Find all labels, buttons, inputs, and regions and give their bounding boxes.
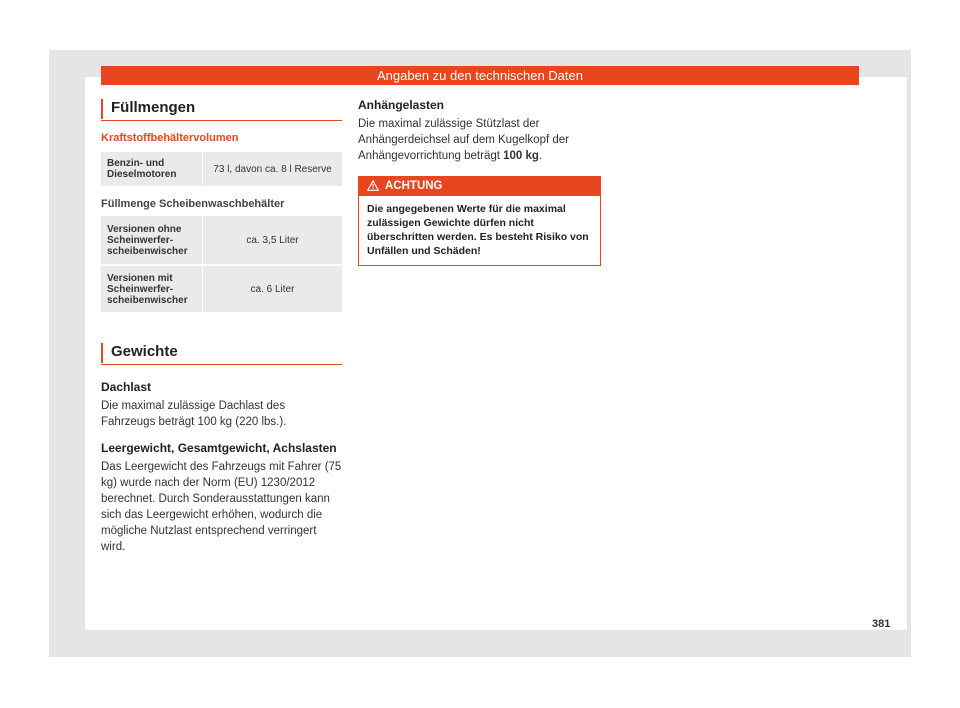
anhaengelasten-heading: Anhängelasten (358, 98, 445, 112)
dachlast-heading: Dachlast (101, 380, 152, 394)
table-value: ca. 3,5 Liter (246, 234, 299, 246)
anhaengelasten-suffix: . (538, 150, 543, 162)
warning-title: ACHTUNG (385, 180, 443, 192)
right-column (358, 98, 601, 266)
warning-header (359, 177, 600, 196)
anhaengelasten-body: Die maximal zulässige Stützlast der Anhängerdeichsel auf dem Kugelkopf der Anhängevorrichtung beträgt (358, 118, 569, 162)
leergewicht-heading: Leergewicht, Gesamtgewicht, Achslasten (101, 441, 337, 455)
fuel-tank-table (101, 152, 342, 186)
section-title-gewichte: Gewichte (101, 342, 342, 365)
dachlast-text: Die maximal zulässige Dachlast des Fahrzeugs beträgt 100 kg (220 lbs.). (101, 400, 287, 428)
left-column (101, 98, 342, 555)
table-value: ca. 6 Liter (203, 264, 342, 312)
table-row (101, 216, 342, 264)
page-number: 381 (872, 618, 891, 630)
table-row (101, 264, 342, 312)
warning-box (358, 176, 601, 266)
table-key: Versionen ohne Scheinwerfer-scheibenwischer (101, 216, 203, 264)
anhaengelasten-text (358, 116, 601, 164)
table-key: Benzin- und Dieselmotoren (101, 152, 203, 186)
anhaengelasten-value: 100 kg (503, 150, 539, 162)
table-row (101, 152, 342, 186)
chapter-header: Angaben zu den technischen Daten (101, 66, 859, 85)
warning-text: Die angegebenen Werte für die maximal zulässigen Gewichte dürfen nicht überschritten werden. Es besteht Risiko von Unfällen und Schäden! (367, 203, 589, 257)
leergewicht-text: Das Leergewicht des Fahrzeugs mit Fahrer (75 kg) wurde nach der Norm (EU) 1230/2012 berechnet. Durch Sonderausstattungen kann sich das Leergewicht erhöhen, wodurch die mögliche Nutzlast entsprechend verringert wird. (101, 461, 342, 553)
section-title-fuellmengen: Füllmengen (101, 98, 342, 121)
table-value: 73 l, davon ca. 8 l Reserve (213, 163, 332, 175)
table-key: Versionen mit Scheinwerfer-scheibenwischer (101, 264, 203, 312)
washer-table (101, 216, 342, 312)
washer-subtitle: Füllmenge Scheibenwaschbehälter (101, 198, 285, 210)
fuel-tank-subtitle: Kraftstoffbehältervolumen (101, 132, 239, 144)
warning-triangle-icon (367, 180, 379, 191)
